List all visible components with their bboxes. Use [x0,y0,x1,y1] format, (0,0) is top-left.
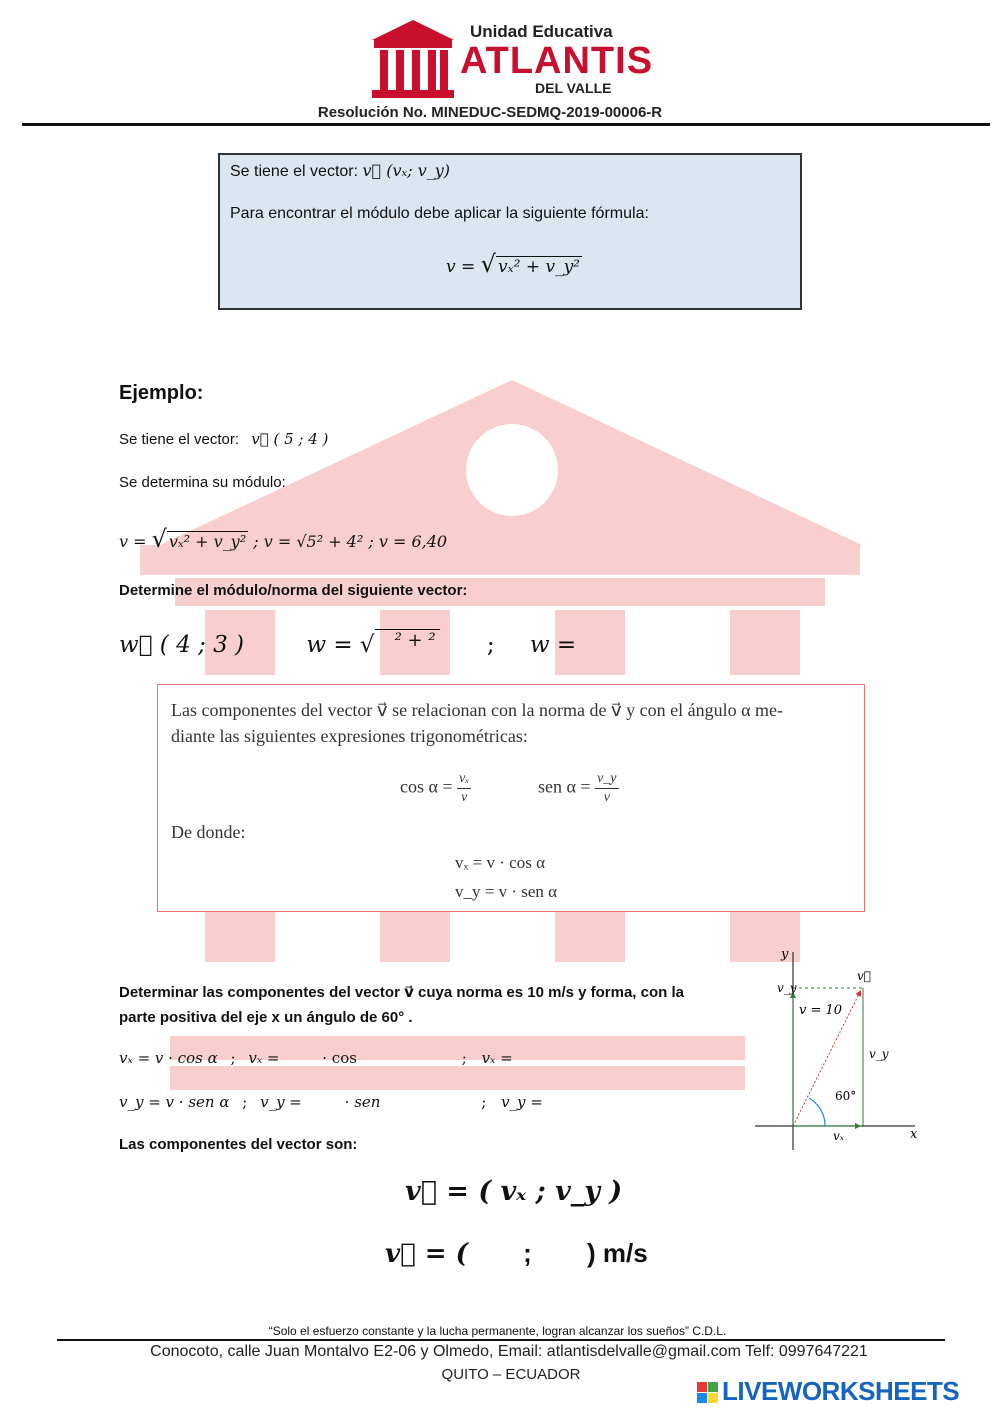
example-calc-lhs: v = [119,532,147,551]
footer-city: QUITO – ECUADOR [441,1366,581,1383]
exercise1-row [119,630,576,658]
row-x-result: vₓ = [481,1049,513,1067]
theory-para-line1: Las componentes del vector v⃗ se relacionan con la norma de v⃗ y con el ángulo α me- [171,700,784,720]
exercise2-instruction-line2: parte positiva del eje x un ángulo de 60° . [119,1009,413,1026]
theory-para-line2: diante las siguientes expresiones trigonométricas: [171,726,528,746]
components-answer [385,1238,648,1269]
example-calc-rest: ; v = √5² + 4² ; v = 6,40 [253,532,448,551]
exercise2-instruction-line1: Determinar las componentes del vector v⃗ cuya norma es 10 m/s y forma, con la [119,984,684,1001]
row-y-sen: · sen [344,1093,381,1111]
angle-label: 60° [835,1089,857,1103]
sen-denominator: v [603,790,610,805]
example-calc-radicand: vₓ² + v_y² [168,532,247,551]
exercise1-formula-lhs: w = √ [306,632,375,658]
liveworksheets-logo-icon [697,1382,719,1404]
row-x-formula: vₓ = v · cos α [119,1049,218,1067]
intro-formula-radicand: vₓ² + v_y² [497,257,580,277]
cos-label: cos α = [400,776,453,797]
logo-line3: DEL VALLE [535,80,612,96]
components-label: Las componentes del vector son: [119,1136,358,1153]
sqrt-icon: √ [480,250,496,278]
vx-axis-label: vₓ [833,1129,845,1143]
sen-numerator: v_y [595,770,618,789]
vector-diagram [755,940,925,1155]
intro-line1-text: Se tiene el vector: [230,163,359,180]
intro-line1 [230,161,450,181]
y-axis-label: y [781,947,789,962]
theory-eq1: vₓ = v · cos α [455,853,545,872]
resolucion: Resolución No. MINEDUC-SEDMQ-2019-00006-R [317,104,663,121]
cos-numerator: vₓ [457,770,471,789]
vy-axis-label: v_y [777,981,797,995]
example-vector [119,430,328,448]
exercise1-result: w = [529,632,577,658]
x-axis-label: x [910,1127,918,1142]
logo-line1: Unidad Educativa [470,22,613,41]
school-logo-icon [370,18,456,100]
example-heading: Ejemplo: [119,382,204,404]
exercise1-vector: w⃗ ( 4 ; 3 ) [119,632,245,658]
row-y-formula: v_y = v · sen α [119,1093,230,1111]
answer-close: ) m/s [587,1238,648,1268]
example-module-text: Se determina su módulo: [119,474,286,491]
intro-formula-lhs: v = [446,257,476,277]
sen-label: sen α = [538,776,591,797]
exercise1-instruction: Determine el módulo/norma del siguiente vector: [119,582,468,599]
exercise1-formula-radicand: ² + ² [375,629,440,651]
norm-label: v = 10 [799,1003,843,1018]
exercise2-instruction [119,980,759,1030]
theory-eq2: v_y = v · sen α [455,882,558,901]
answer-sep: ; [523,1238,532,1268]
row-x-cos: · cos [322,1049,357,1067]
exercise2-row-y: v_y = v · sen α ; v_y = · sen ; v_y = [119,1093,543,1111]
row-y-eq: v_y = [260,1093,302,1111]
de-donde: De donde: [171,822,246,842]
intro-line2: Para encontrar el módulo debe aplicar la siguiente fórmula: [230,205,649,222]
sqrt-icon: √ [151,525,167,553]
row-y-result: v_y = [501,1093,543,1111]
footer-quote: “Solo el esfuerzo constante y la lucha permanente, logran alcanzar los sueños” C.D.L. [268,1324,727,1338]
row-x-eq: vₓ = [248,1049,280,1067]
vy-side-label: v_y [869,1047,889,1061]
components-formula: v⃗ = ( vₓ ; v_y ) [405,1176,623,1207]
vector-label: v⃗ [857,969,871,983]
example-vector-math: v⃗ ( 5 ; 4 ) [251,430,329,448]
exercise1-separator: ; [486,632,495,658]
header-divider [22,123,990,126]
sen-formula [538,770,619,807]
footer-divider [57,1339,945,1341]
answer-open: v⃗ = ( [385,1239,468,1269]
exercise2-row-x: vₓ = v · cos α ; vₓ = · cos ; vₓ = [119,1049,513,1067]
liveworksheets-brand[interactable]: LIVEWORKSHEETS [722,1376,960,1406]
intro-formula [446,250,582,278]
intro-line1-math: v⃗ (vₓ; v_y) [362,161,451,180]
cos-denominator: v [461,790,468,805]
example-calc [119,525,447,553]
example-vector-text: Se tiene el vector: [119,431,240,448]
footer-address: Conocoto, calle Juan Montalvo E2-06 y Olmedo, Email: atlantisdelvalle@gmail.com Telf: 0997647221 [150,1343,868,1360]
logo-line2: ATLANTIS [460,40,654,82]
cos-formula [400,770,471,807]
angle-arc [809,1098,825,1126]
